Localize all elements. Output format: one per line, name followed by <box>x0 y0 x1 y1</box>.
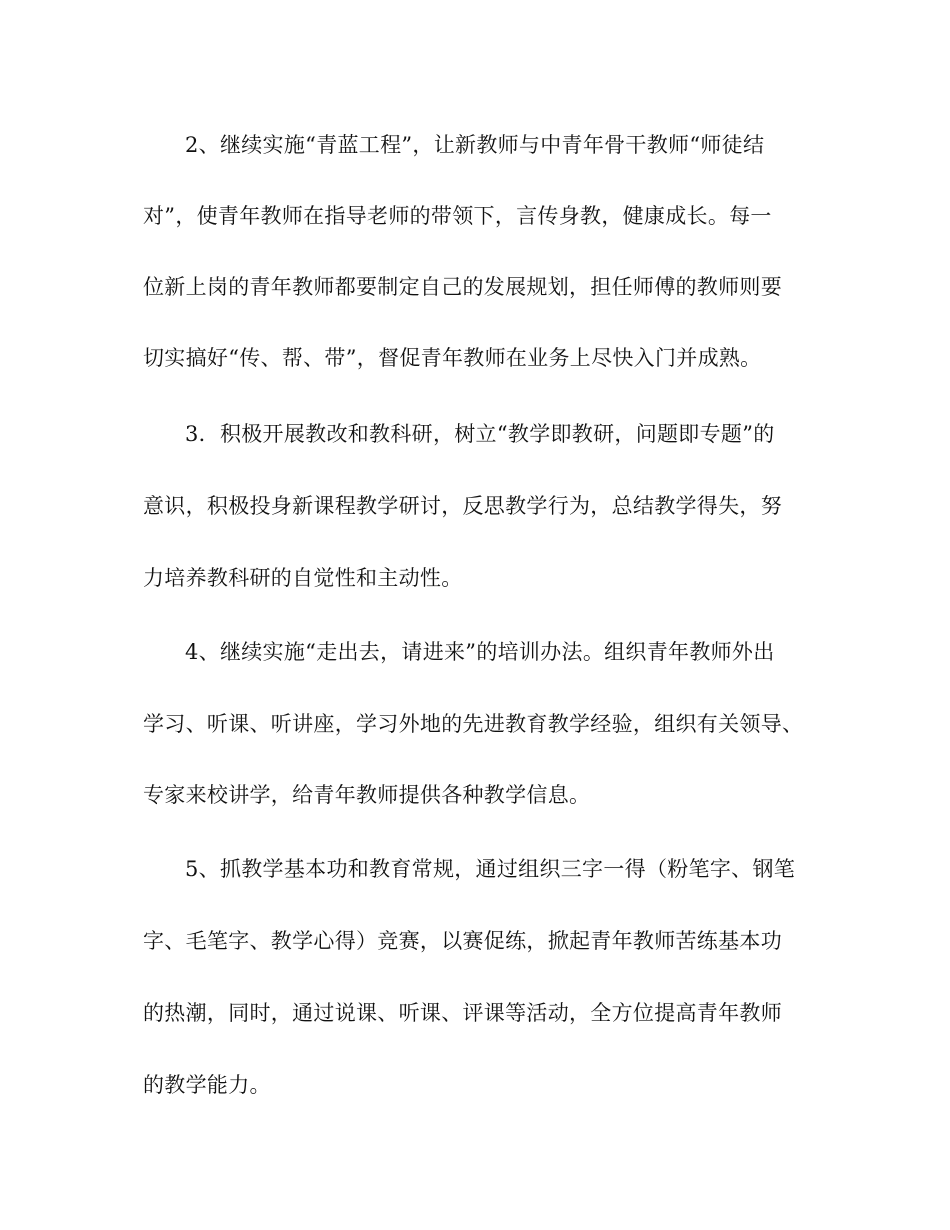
text-line: 力培养教科研的自觉性和主动性。 <box>143 566 463 590</box>
text-line: 的热潮，同时，通过说课、听课、评课等活动，全方位提高青年教师 <box>143 1001 782 1025</box>
text-line: 位新上岗的青年教师都要制定自己的发展规划，担任师傅的教师则要 <box>143 275 782 299</box>
text-line: 4、继续实施“走出去，请进来”的培训办法。组织青年教师外出 <box>185 640 775 664</box>
text-line: 5、抓教学基本功和教育常规，通过组织三字一得（粉笔字、钢笔 <box>185 857 796 881</box>
text-line: 对”，使青年教师在指导老师的带领下，言传身教，健康成长。每一 <box>143 204 772 228</box>
text-line: 意识，积极投身新课程教学研讨，反思教学行为，总结教学得失，努 <box>143 494 782 518</box>
text-line: 字、毛笔字、教学心得）竞赛，以赛促练，掀起青年教师苦练基本功 <box>143 929 782 953</box>
text-line: 3．积极开展教改和教科研，树立“教学即教研，问题即专题”的 <box>185 422 775 446</box>
text-line: 2、继续实施“青蓝工程”，让新教师与中青年骨干教师“师徒结 <box>185 133 765 157</box>
text-line: 专家来校讲学，给青年教师提供各种教学信息。 <box>143 783 591 807</box>
text-line: 学习、听课、听讲座，学习外地的先进教育教学经验，组织有关领导、 <box>143 712 804 736</box>
text-line: 切实搞好“传、帮、带”，督促青年教师在业务上尽快入门并成熟。 <box>143 346 762 370</box>
text-line: 的教学能力。 <box>143 1073 271 1097</box>
